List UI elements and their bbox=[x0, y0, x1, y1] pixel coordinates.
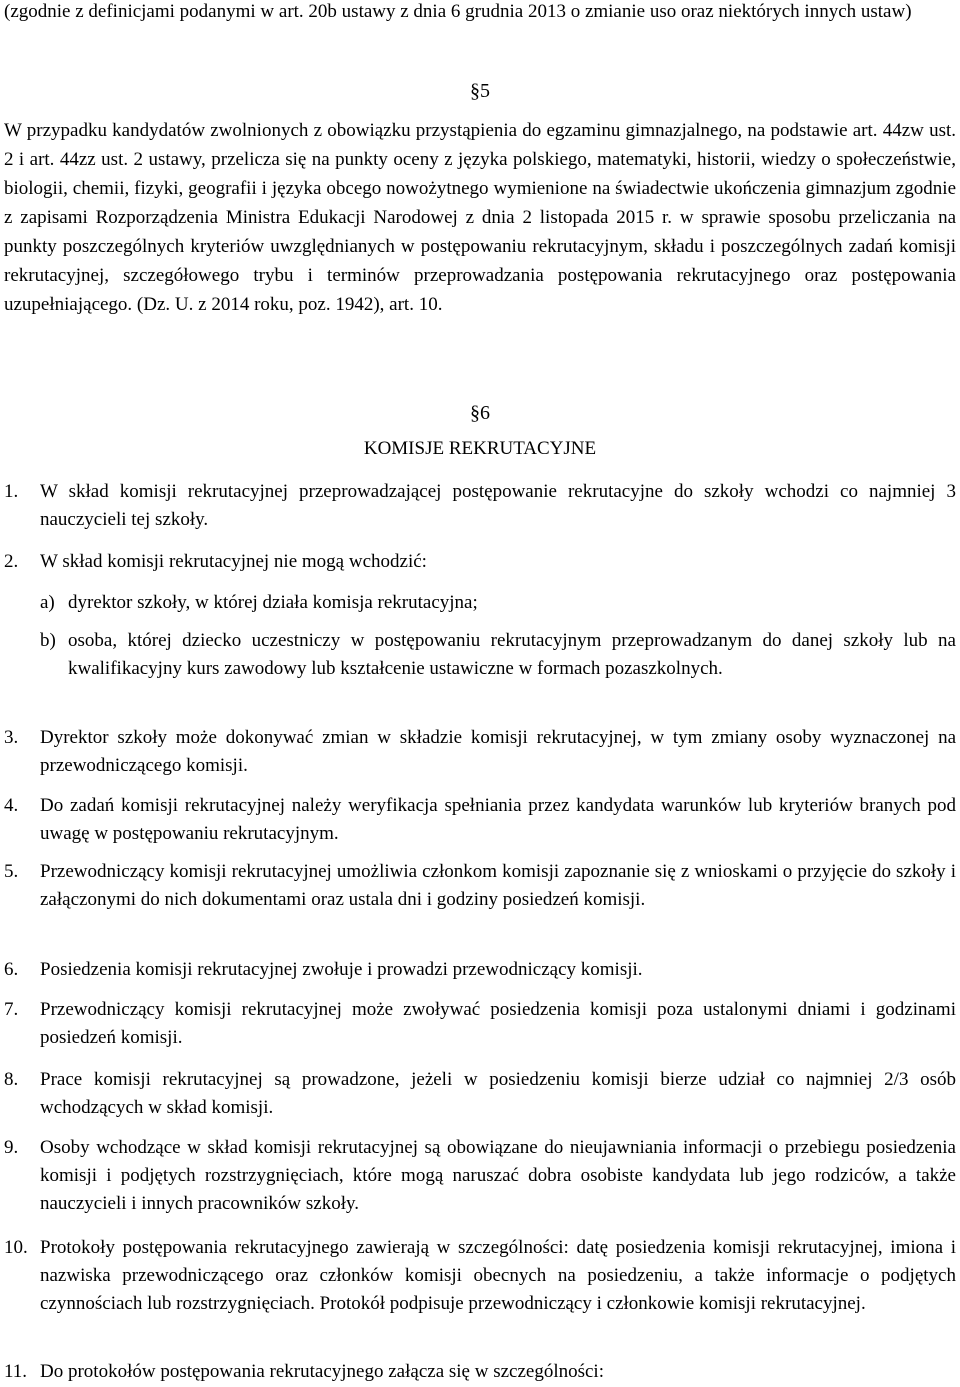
sub-item-a bbox=[40, 589, 956, 617]
section-heading: KOMISJE REKRUTACYJNE bbox=[363, 438, 597, 459]
intro-paragraph: (zgodnie z definicjami podanymi w art. 20b ustawy z dnia 6 grudnia 2013 o zmianie uso oraz niektórych innych ustaw) bbox=[4, 1, 912, 22]
item-number: 9. bbox=[4, 1137, 19, 1158]
item-number: 6. bbox=[4, 959, 19, 980]
list-item-2 bbox=[4, 548, 956, 576]
sub-item-b bbox=[40, 627, 956, 683]
item-number: 4. bbox=[4, 795, 19, 816]
list-item-1 bbox=[4, 478, 956, 534]
item-number: 10. bbox=[4, 1237, 28, 1258]
item-text: Przewodniczący komisji rekrutacyjnej umożliwia członkom komisji zapoznanie się z wnioskami o przyjęcie do szkoły i załączonymi do nich dokumentami oraz ustala dni i godziny posiedzeń komisji. bbox=[40, 861, 956, 910]
item-text: Prace komisji rekrutacyjnej są prowadzone, jeżeli w posiedzeniu komisji bierze udział co najmniej 2/3 osób wchodzących w skład komisji. bbox=[40, 1069, 956, 1118]
list-item-8 bbox=[4, 1066, 956, 1122]
item-number: 7. bbox=[4, 999, 19, 1020]
item-text: Osoby wchodzące w skład komisji rekrutacyjnej są obowiązane do nieujawniania informacji o przebiegu posiedzenia komisji i podjętych rozstrzygnięciach, które mogą naruszać dobra osobiste kandydata lub jego rodziców, a także nauczycieli i innych pracowników szkoły. bbox=[40, 1137, 956, 1214]
section-mark-6: §6 bbox=[470, 402, 490, 424]
section-mark-5: §5 bbox=[470, 80, 490, 102]
list-item-4 bbox=[4, 792, 956, 848]
item-text: Protokoły postępowania rekrutacyjnego zawierają w szczególności: datę posiedzenia komisji rekrutacyjnej, imiona i nazwiska przewodniczącego oraz członków komisji obecnych na posiedzeniu, a także informacje o podjętych czynnościach lub rozstrzygnięciach. Protokół podpisuje przewodniczący i członkowie komisji rekrutacyjnej. bbox=[40, 1237, 956, 1314]
list-item-11 bbox=[4, 1358, 956, 1386]
sub-item-letter: b) bbox=[40, 630, 56, 651]
list-item-5 bbox=[4, 858, 956, 914]
list-item-9 bbox=[4, 1134, 956, 1218]
item-text: Do zadań komisji rekrutacyjnej należy weryfikacja spełniania przez kandydata warunków lub kryteriów branych pod uwagę w postępowaniu rekrutacyjnym. bbox=[40, 795, 956, 844]
sub-item-text: osoba, której dziecko uczestniczy w postępowaniu rekrutacyjnym przeprowadzanym do danej szkoły lub na kwalifikacyjny kurs zawodowy lub kształcenie ustawiczne w formach pozaszkolnych. bbox=[68, 630, 956, 679]
list-item-7 bbox=[4, 996, 956, 1052]
list-item-3 bbox=[4, 724, 956, 780]
item-number: 2. bbox=[4, 551, 19, 572]
item-text: W skład komisji rekrutacyjnej przeprowadzającej postępowanie rekrutacyjne do szkoły wchodzi co najmniej 3 nauczycieli tej szkoły. bbox=[40, 481, 956, 530]
item-number: 3. bbox=[4, 727, 19, 748]
sub-item-text: dyrektor szkoły, w której działa komisja rekrutacyjna; bbox=[68, 592, 478, 613]
item-text: Do protokołów postępowania rekrutacyjnego załącza się w szczególności: bbox=[40, 1361, 604, 1382]
item-text: W skład komisji rekrutacyjnej nie mogą wchodzić: bbox=[40, 551, 427, 572]
item-text: Posiedzenia komisji rekrutacyjnej zwołuje i prowadzi przewodniczący komisji. bbox=[40, 959, 643, 980]
item-text: Dyrektor szkoły może dokonywać zmian w składzie komisji rekrutacyjnej, w tym zmiany osoby wyznaczonej na przewodniczącego komisji. bbox=[40, 727, 956, 776]
item-number: 5. bbox=[4, 861, 19, 882]
list-item-10 bbox=[4, 1234, 956, 1318]
item-text: Przewodniczący komisji rekrutacyjnej może zwoływać posiedzenia komisji poza ustalonymi dniami i godzinami posiedzeń komisji. bbox=[40, 999, 956, 1048]
item-number: 11. bbox=[4, 1361, 28, 1382]
sub-item-letter: a) bbox=[40, 592, 55, 613]
item-number: 8. bbox=[4, 1069, 19, 1090]
item-number: 1. bbox=[4, 481, 19, 502]
section-5-paragraph: W przypadku kandydatów zwolnionych z obowiązku przystąpienia do egzaminu gimnazjalnego, na podstawie art. 44zw ust. 2 i art. 44zz ust. 2 ustawy, przelicza się na punkty oceny z języka polskiego, matematyki, historii, wiedzy o społeczeństwie, biologii, chemii, fizyki, geografii i języka obcego nowożytnego wymienione na świadectwie ukończenia gimnazjum zgodnie z zapisami Rozporządzenia Ministra Edukacji Narodowej z dnia 2 listopada 2015 r. w sprawie sposobu przeliczania na punkty poszczególnych kryteriów uwzględnianych w postępowaniu rekrutacyjnym, składu i poszczególnych zadań komisji rekrutacyjnej, szczegółowego trybu i terminów przeprowadzania postępowania rekrutacyjnego oraz postępowania uzupełniającego. (Dz. U. z 2014 roku, poz. 1942), art. 10. bbox=[4, 120, 956, 315]
list-item-6 bbox=[4, 956, 956, 984]
